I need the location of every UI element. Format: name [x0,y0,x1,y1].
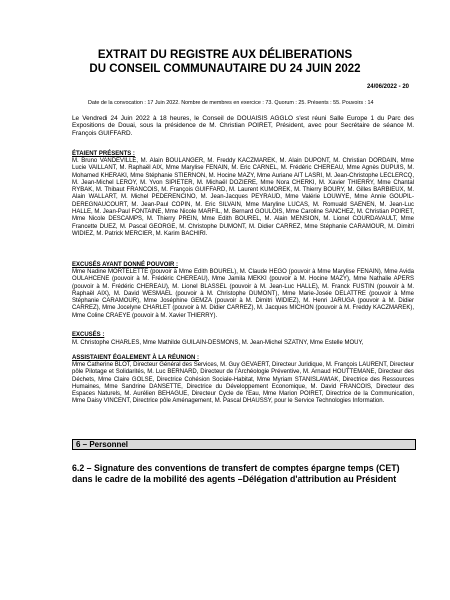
pouvoirs-list: Mme Nadine MORTELETTE (pouvoir à Mme Edith BOUREL), M. Claude HEGO (pouvoir à Mme Marylise FENAIN), Mme Avida OULAHCENE (pouvoir à M. Frédéric CHEREAU), Mme Jamila MEKKI (pouvoir à M. Hocine MAZY), Mme Nathalie APERS (pouvoir à M. Frédéric CHEREAU), M. Lionel BLASSEL (pouvoir à M. Jean-Luc HALLE), M. Franck FUSTIN (pouvoir à M. Raphaël AIX), M. David WESMAEL (pouvoir à M. Christophe DUMONT), Mme Marie-Josée DELATTRE (pouvoir à Mme Stéphanie CARAMOUR), Mme Joséphine GEMZA (pouvoir à M. Dimitri WIDIEZ), M. Henri JARUGA (pouvoir à M. Didier CARREZ), Mme Jocelyne CHARLET (pouvoir à M. Didier CARREZ), M. Jacques MICHON (pouvoir à M. Freddy KACZMAREK), Mme Coline CRAEYE (pouvoir à M. Xavier THIERRY). [72,269,414,319]
assistaient-list: Mme Catherine BLOT, Directeur Général des Services, M. Guy GEVAERT, Directeur Juridique, M. François LAURENT, Directeur pôle Pilotage et Solidarités, M. Luc BERNARD, Directeur de l'Archéologie Préventive, M. Arnaud HOUTTEMANE, Directeur des Déchets, Mme Claire GOLSE, Directrice Cohésion Sociale-Habitat, Mme Myriam STANISLAWIAK, Directrice des Ressources Humaines, Mme Sandrine DANSETTE, Directrice du Développement Economique, M. David FRANCOIS, Directeur des Espaces Naturels, M. Aurélien BEHAGUE, Directeur Cycle de l'Eau, Mme Marion POIRET, Directrice de la Communication, Mme Daisy VINCENT, Directrice pôle Aménagement, M. Pascal DHAUSSY, pour le Service Technologies Information. [72,362,414,405]
presents-list: M. Bruno VANDEVILLE, M. Alain BOULANGER, M. Freddy KACZMAREK, M. Alain DUPONT, M. Christian DORDAIN, Mme Lucie VAILLANT, M. Raphaël AIX, Mme Marylise FENAIN, M. Eric CARNEL, M. Frédéric CHEREAU, Mme Agnès DUPUIS, M. Mohamed KHERAKI, Mme Stéphanie STIERNON, M. Hocine MAZY, Mme Auriane AIT LASRI, M. Jean-Christophe LECLERCQ, M. Jean-Michel LEROY, M. Yvon SIPIETER, M. Michaël DOZIERE, Mme Nora CHERKI, M. Xavier THIERRY, Mme Chantal RYBAK, M. Thibaut FRANCOIS, M. François GUIFFARD, M. Laurent KUMOREK, M. Thierry BOURY, M. Gilles BARBIEUX, M. Alain WALLART, M. Michel PEDERENCINO, M. Jean-Jacques PEYRAUD, Mme Valérie LOUWYE, Mme Annie GOUPIL-DEREGNAUCOURT, M. Jean-Paul COPIN, M. Eric SILVAIN, Mme Maryline LUCAS, M. Romuald SAENEN, M. Jean-Luc HALLE, M. Jean-Paul FONTAINE, Mme Nicole MARFIL, M. Bernard GOULOIS, Mme Caroline SANCHEZ, M. Christian POIRET, Mme Nicole DESCAMPS, M. Thierry PREIN, Mme Edith BOUREL, M. Alain MENSION, M. Lionel COURDAVAULT, Mme Francette DUEZ, M. Pascal GEORGE, M. Christophe DUMONT, M. Didier CARREZ, Mme Stéphanie CARAMOUR, M. Dimitri WIDIEZ, M. Patrick MERCIER, M. Karim BACHIRI. [72,158,414,237]
document-title-line1: EXTRAIT DU REGISTRE AUX DÉLIBERATIONS [97,49,353,61]
deliberation-subject: 6.2 – Signature des conventions de transfert de comptes épargne temps (CET) dans le cadre de la mobilité des agents –Délégation d'attribution au Président [72,463,400,484]
section-heading-bar: 6 – Personnel [72,439,416,450]
assistaient-heading: ASSISTAIENT ÉGALEMENT À LA RÉUNION : [72,355,200,361]
intro-paragraph: Le Vendredi 24 Juin 2022 à 18 heures, le Conseil de DOUAISIS AGGLO s'est réuni Salle Europe 1 du Parc des Expositions de Douai, sous la présidence de M. Christian POIRET, Président, avec pour Secrétaire de séance M. François GUIFFARD. [72,115,414,137]
presents-heading: ÉTAIENT PRÉSENTS : [72,151,135,157]
document-title-line2: DU CONSEIL COMMUNAUTAIRE DU 24 JUIN 2022 [89,63,361,75]
deliberation-reference: 24/06/2022 - 20 [366,84,409,90]
excuses-list: M. Christophe CHARLES, Mme Mathilde GUILAIN-DESMONS, M. Jean-Michel SZATNY, Mme Estelle MOUY, [72,340,364,346]
excuses-heading: EXCUSÉS : [72,332,105,338]
pouvoirs-heading: EXCUSÉS AYANT DONNÉ POUVOIR : [72,262,179,268]
convocation-line: Date de la convocation : 17 Juin 2022. Nombre de membres en exercice : 73. Quorum : 25. Présents : 55. Pouvoirs : 14 [88,100,374,106]
